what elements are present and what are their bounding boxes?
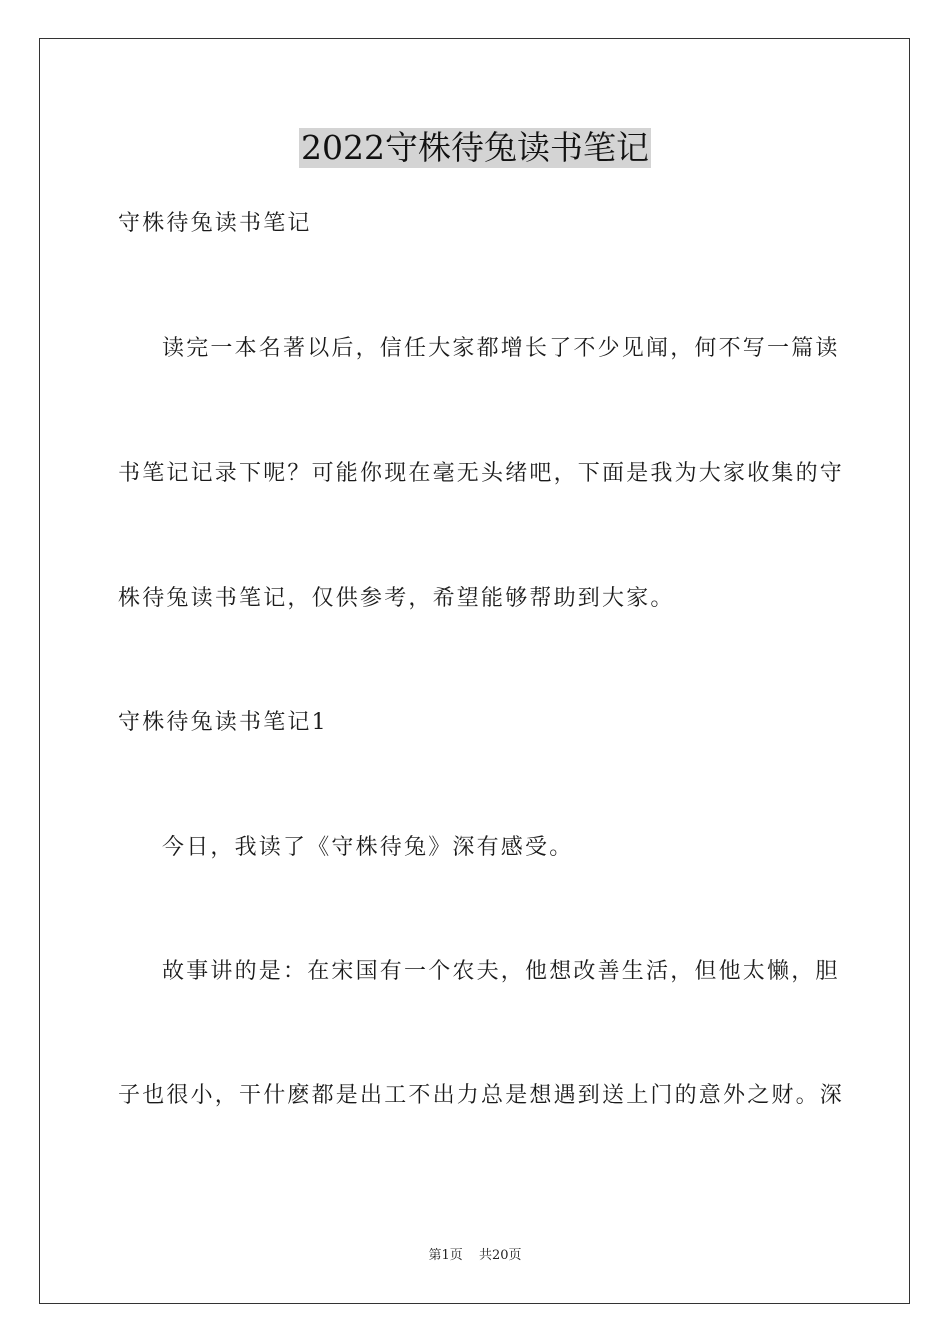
- section-heading: 守株待兔读书笔记1: [118, 710, 328, 735]
- page-footer: [0, 1247, 950, 1265]
- paragraph-line: 故事讲的是：在宋国有一个农夫，他想改善生活，但他太懒，胆: [162, 959, 840, 984]
- subtitle-line: 守株待兔读书笔记: [118, 211, 312, 236]
- paragraph-line: 读完一本名著以后，信任大家都增长了不少见闻，何不写一篇读: [162, 336, 840, 361]
- page-number: 第1页: [428, 1248, 463, 1263]
- paragraph-line: 今日，我读了《守株待兔》深有感受。: [162, 835, 574, 860]
- paragraph-line: 书笔记记录下呢？可能你现在毫无头绪吧，下面是我为大家收集的守: [118, 461, 845, 486]
- paragraph-line: 子也很小，干什麽都是出工不出力总是想遇到送上门的意外之财。深: [118, 1083, 845, 1108]
- title-block: [0, 128, 950, 168]
- paragraph-line: 株待兔读书笔记，仅供参考，希望能够帮助到大家。: [118, 586, 675, 611]
- document-title: 2022守株待兔读书笔记: [301, 128, 649, 167]
- page-total: 共20页: [478, 1248, 522, 1263]
